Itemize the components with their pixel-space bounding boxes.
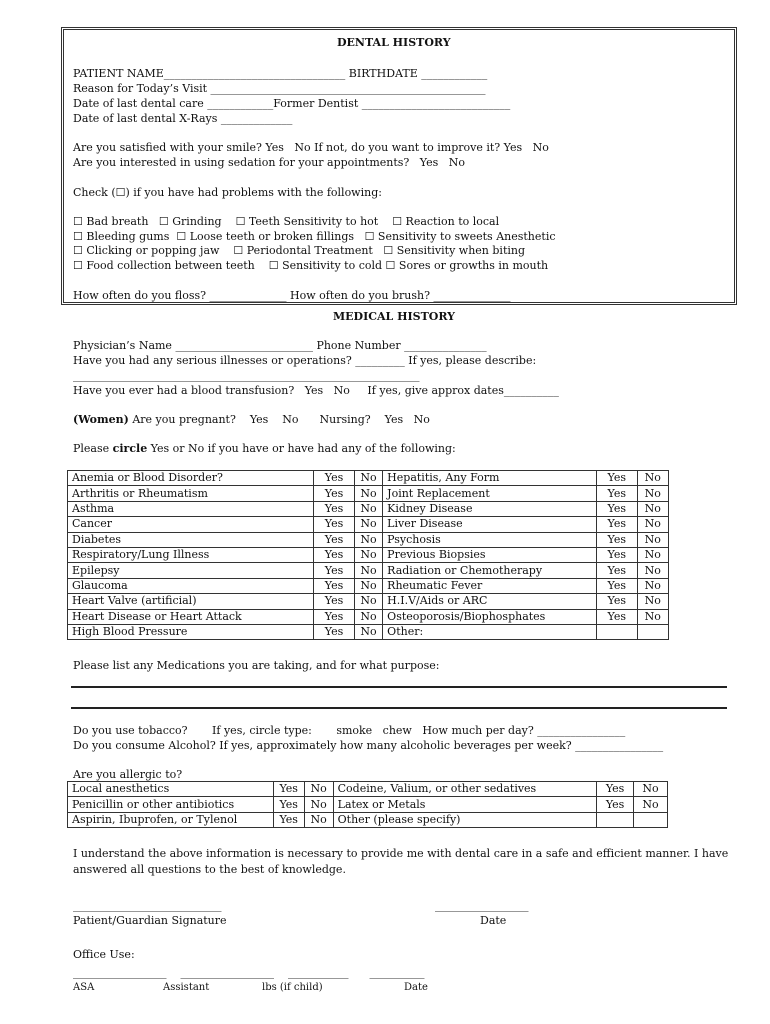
medications-line-2[interactable] — [71, 707, 727, 709]
dental-history-title: DENTAL HISTORY — [337, 36, 451, 49]
yes-option[interactable]: Yes — [314, 517, 355, 532]
signature-label: Patient/Guardian Signature — [73, 914, 227, 927]
office-use-lines[interactable]: _________________ _________________ ___________ __________ — [73, 966, 425, 979]
table-row — [68, 547, 669, 562]
problems-row[interactable]: ☐ Clicking or popping jaw ☐ Periodontal Treatment ☐ Sensitivity when biting — [73, 244, 526, 257]
yes-option[interactable]: Yes — [597, 471, 638, 486]
condition-cell: Anemia or Blood Disorder? — [68, 471, 314, 486]
women-question[interactable] — [73, 412, 430, 427]
no-option[interactable]: No — [354, 609, 382, 624]
no-option[interactable]: No — [637, 547, 668, 562]
circle-instruction-pre: Please — [73, 442, 113, 455]
yes-option[interactable]: Yes — [314, 594, 355, 609]
no-option[interactable]: No — [354, 501, 382, 516]
yes-option[interactable]: Yes — [597, 797, 634, 812]
no-option[interactable] — [637, 624, 668, 639]
condition-cell: Previous Biopsies — [383, 547, 597, 562]
xrays-field[interactable]: Date of last dental X-Rays _____________ — [73, 112, 293, 125]
satisfied-question[interactable]: Are you satisfied with your smile? Yes No If not, do you want to improve it? Yes No — [73, 141, 549, 154]
yes-option[interactable]: Yes — [314, 532, 355, 547]
women-label: (Women) — [73, 413, 129, 426]
conditions-table — [67, 470, 669, 640]
condition-cell: Cancer — [68, 517, 314, 532]
medications-prompt: Please list any Medications you are taking, and for what purpose: — [73, 659, 440, 672]
women-question-text: Are you pregnant? Yes No Nursing? Yes No — [128, 413, 430, 426]
condition-cell: Other (please specify) — [333, 812, 597, 827]
no-option[interactable]: No — [637, 563, 668, 578]
table-row — [68, 812, 668, 827]
yes-option[interactable]: Yes — [314, 578, 355, 593]
table-row — [68, 501, 669, 516]
condition-cell: Arthritis or Rheumatism — [68, 486, 314, 501]
no-option[interactable]: No — [634, 797, 668, 812]
no-option[interactable]: No — [354, 624, 382, 639]
no-option[interactable]: No — [354, 471, 382, 486]
medications-line-1[interactable] — [71, 686, 727, 688]
condition-cell: Respiratory/Lung Illness — [68, 547, 314, 562]
no-option[interactable]: No — [637, 532, 668, 547]
no-option[interactable]: No — [354, 563, 382, 578]
yes-option[interactable]: Yes — [597, 532, 638, 547]
yes-option[interactable]: Yes — [597, 782, 634, 797]
condition-cell: Psychosis — [383, 532, 597, 547]
condition-cell: Asthma — [68, 501, 314, 516]
no-option[interactable]: No — [354, 547, 382, 562]
table-row — [68, 532, 669, 547]
condition-cell[interactable]: Other: — [383, 624, 597, 639]
condition-cell: Heart Disease or Heart Attack — [68, 609, 314, 624]
yes-option[interactable]: Yes — [597, 578, 638, 593]
condition-cell: H.I.V/Aids or ARC — [383, 594, 597, 609]
no-option[interactable]: No — [637, 594, 668, 609]
condition-cell: Osteoporosis/Biophosphates — [383, 609, 597, 624]
table-row — [68, 797, 668, 812]
reason-field[interactable]: Reason for Today’s Visit __________________________________________________ — [73, 82, 486, 95]
no-option[interactable]: No — [637, 517, 668, 532]
medical-history-title: MEDICAL HISTORY — [333, 310, 456, 323]
yes-option[interactable] — [597, 812, 634, 827]
condition-cell: Epilepsy — [68, 563, 314, 578]
yes-option[interactable]: Yes — [314, 609, 355, 624]
condition-cell: Codeine, Valium, or other sedatives — [333, 782, 597, 797]
yes-option[interactable]: Yes — [597, 547, 638, 562]
describe-line[interactable]: _______________________________________________________________ — [73, 369, 420, 382]
no-option[interactable]: No — [304, 812, 333, 827]
no-option[interactable]: No — [637, 578, 668, 593]
date-line[interactable]: _________________ — [435, 899, 529, 912]
condition-cell: Latex or Metals — [333, 797, 597, 812]
condition-cell: Aspirin, Ibuprofen, or Tylenol — [68, 812, 274, 827]
illnesses-field[interactable]: Have you had any serious illnesses or operations? _________ If yes, please describe: — [73, 354, 537, 367]
no-option[interactable]: No — [354, 594, 382, 609]
condition-cell: Rheumatic Fever — [383, 578, 597, 593]
yes-option[interactable]: Yes — [314, 624, 355, 639]
understand-statement: I understand the above information is necessary to provide me with dental care in a safe and efficient manner. I have — [73, 847, 729, 860]
table-row — [68, 517, 669, 532]
transfusion-question[interactable]: Have you ever had a blood transfusion? Yes No If yes, give approx dates__________ — [73, 384, 559, 397]
no-option[interactable]: No — [634, 782, 668, 797]
office-assistant-label: Assistant — [163, 982, 210, 993]
understand-statement-2: answered all questions to the best of knowledge. — [73, 863, 346, 876]
problems-row[interactable]: ☐ Bleeding gums ☐ Loose teeth or broken fillings ☐ Sensitivity to sweets Anesthetic — [73, 230, 556, 243]
table-row — [68, 563, 669, 578]
no-option[interactable]: No — [637, 471, 668, 486]
yes-option[interactable]: Yes — [314, 563, 355, 578]
last-dental-care-field[interactable]: Date of last dental care ____________Former Dentist ___________________________ — [73, 97, 511, 110]
yes-option[interactable]: Yes — [597, 594, 638, 609]
no-option[interactable] — [634, 812, 668, 827]
office-lbs-label: lbs (if child) — [262, 982, 323, 993]
condition-cell: Radiation or Chemotherapy — [383, 563, 597, 578]
tobacco-question[interactable]: Do you use tobacco? If yes, circle type: smoke chew How much per day? ________________ — [73, 724, 626, 737]
table-row — [68, 578, 669, 593]
alcohol-question[interactable]: Do you consume Alcohol? If yes, approximately how many alcoholic beverages per week? ________________ — [73, 739, 664, 752]
circle-instruction — [73, 441, 456, 456]
floss-brush-field[interactable]: How often do you floss? ______________ How often do you brush? ______________ — [73, 289, 511, 302]
no-option[interactable]: No — [304, 782, 333, 797]
condition-cell: High Blood Pressure — [68, 624, 314, 639]
yes-option[interactable]: Yes — [314, 471, 355, 486]
yes-option[interactable]: Yes — [597, 517, 638, 532]
office-asa-label: ASA — [73, 982, 95, 993]
yes-option[interactable]: Yes — [273, 812, 304, 827]
yes-option[interactable]: Yes — [273, 797, 304, 812]
condition-cell: Diabetes — [68, 532, 314, 547]
office-date-label: Date — [404, 982, 428, 993]
date-label: Date — [480, 914, 507, 927]
problems-row[interactable]: ☐ Bad breath ☐ Grinding ☐ Teeth Sensitivity to hot ☐ Reaction to local — [73, 215, 500, 228]
table-row — [68, 782, 668, 797]
condition-cell: Penicillin or other antibiotics — [68, 797, 274, 812]
no-option[interactable]: No — [354, 578, 382, 593]
table-row — [68, 594, 669, 609]
no-option[interactable]: No — [637, 486, 668, 501]
no-option[interactable]: No — [637, 501, 668, 516]
yes-option[interactable]: Yes — [597, 563, 638, 578]
no-option[interactable]: No — [354, 486, 382, 501]
condition-cell: Glaucoma — [68, 578, 314, 593]
table-row — [68, 609, 669, 624]
signature-line[interactable]: ___________________________ — [73, 899, 222, 912]
problems-row[interactable]: ☐ Food collection between teeth ☐ Sensitivity to cold ☐ Sores or growths in mouth — [73, 259, 549, 272]
condition-cell: Liver Disease — [383, 517, 597, 532]
physician-field[interactable]: Physician’s Name _________________________ Phone Number _______________ — [73, 339, 487, 352]
yes-option[interactable]: Yes — [314, 501, 355, 516]
condition-cell: Hepatitis, Any Form — [383, 471, 597, 486]
table-row — [68, 486, 669, 501]
yes-option[interactable]: Yes — [597, 609, 638, 624]
yes-option[interactable]: Yes — [314, 486, 355, 501]
circle-instruction-post: Yes or No if you have or have had any of the following: — [147, 442, 456, 455]
yes-option[interactable]: Yes — [273, 782, 304, 797]
table-row — [68, 624, 669, 639]
condition-cell: Joint Replacement — [383, 486, 597, 501]
yes-option[interactable]: Yes — [597, 501, 638, 516]
condition-cell: Local anesthetics — [68, 782, 274, 797]
table-row — [68, 471, 669, 486]
circle-instruction-bold: circle — [112, 442, 148, 455]
allergies-table — [67, 781, 668, 828]
sedation-question[interactable]: Are you interested in using sedation for your appointments? Yes No — [73, 156, 465, 169]
no-option[interactable]: No — [637, 609, 668, 624]
office-use-label: Office Use: — [73, 948, 135, 961]
no-option[interactable]: No — [304, 797, 333, 812]
no-option[interactable]: No — [354, 532, 382, 547]
allergic-intro: Are you allergic to? — [73, 768, 183, 781]
yes-option[interactable] — [597, 624, 638, 639]
condition-cell: Kidney Disease — [383, 501, 597, 516]
no-option[interactable]: No — [354, 517, 382, 532]
condition-cell: Heart Valve (artificial) — [68, 594, 314, 609]
yes-option[interactable]: Yes — [597, 486, 638, 501]
yes-option[interactable]: Yes — [314, 547, 355, 562]
check-intro: Check (☐) if you have had problems with the following: — [73, 186, 382, 199]
patient-name-field[interactable]: PATIENT NAME_________________________________ BIRTHDATE ____________ — [73, 67, 488, 80]
